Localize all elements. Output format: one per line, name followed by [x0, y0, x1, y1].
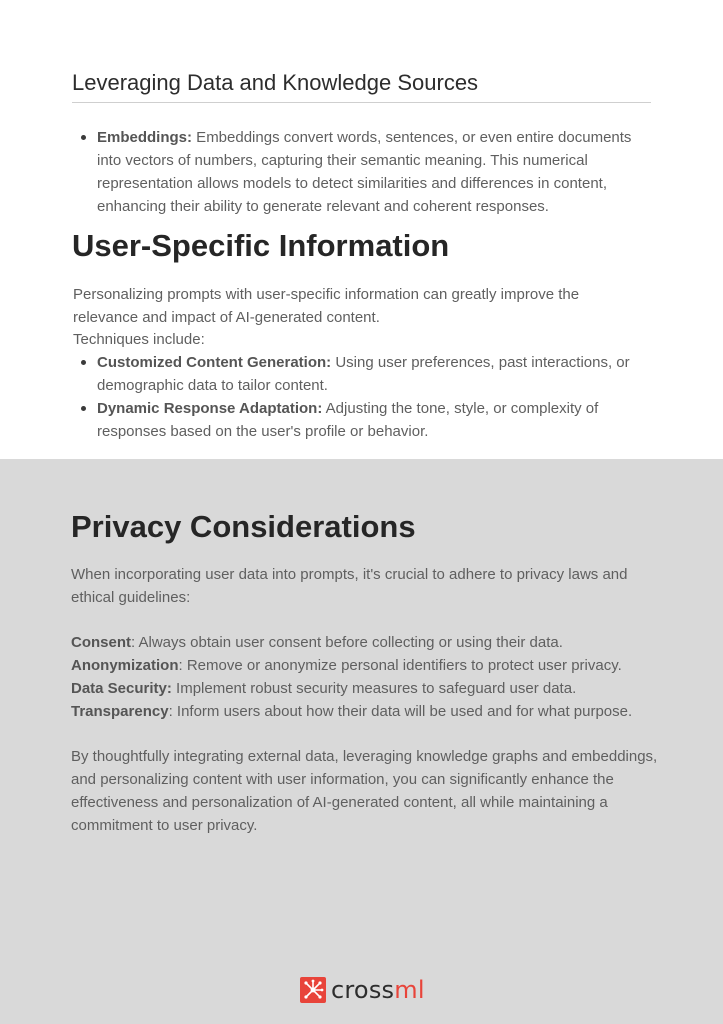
definition-data-security	[71, 677, 671, 700]
list-item-term: Customized Content Generation:	[97, 354, 332, 371]
subsection-title: Leveraging Data and Knowledge Sources	[72, 70, 651, 103]
crossml-logo-text	[331, 976, 425, 1004]
techniques-list	[71, 351, 651, 443]
crossml-logo	[300, 975, 425, 1005]
privacy-intro: When incorporating user data into prompts, it's crucial to adhere to privacy laws and ethical guidelines:	[71, 566, 628, 606]
embeddings-list	[71, 126, 651, 218]
list-item-text: Using user preferences, past interactions, or demographic data to tailor content.	[97, 354, 630, 394]
list-item-customized-content	[71, 351, 651, 397]
closing-paragraph: By thoughtfully integrating external data, leveraging knowledge graphs and embeddings, and personalizing content with user information, you can significantly enhance the effectiveness and personalization of AI-generated content, all while maintaining a commitment to user privacy.	[71, 748, 658, 834]
definition-text: : Remove or anonymize personal identifiers to protect user privacy.	[178, 657, 622, 674]
definition-text: : Inform users about how their data will be used and for what purpose.	[168, 703, 633, 720]
definition-term: Data Security:	[71, 680, 172, 697]
list-item-text: Embeddings convert words, sentences, or even entire documents into vectors of numbers, capturing their semantic meaning. This numerical representation allows models to detect similarities and differences in content, enhancing their ability to generate relevant and coherent responses.	[97, 129, 632, 215]
logo-text-main: cross	[331, 976, 395, 1004]
techniques-label: Techniques include:	[73, 331, 205, 348]
list-item-dynamic-response	[71, 397, 651, 443]
user-specific-heading: User-Specific Information	[72, 228, 450, 263]
top-page-section	[0, 0, 723, 459]
definition-text: Implement robust security measures to safeguard user data.	[171, 680, 577, 697]
list-item-term: Embeddings:	[97, 129, 193, 146]
definition-term: Transparency	[71, 703, 169, 720]
logo-text-accent: ml	[394, 976, 425, 1004]
list-item-embeddings	[71, 126, 651, 218]
definition-term: Consent	[71, 634, 131, 651]
definition-anonymization	[71, 654, 671, 677]
definition-consent	[71, 631, 671, 654]
list-item-text: Adjusting the tone, style, or complexity of responses based on the user's profile or behavior.	[97, 400, 599, 440]
privacy-definitions	[71, 631, 671, 723]
definition-term: Anonymization	[71, 657, 179, 674]
list-item-term: Dynamic Response Adaptation:	[97, 400, 323, 417]
crossml-logo-icon	[300, 977, 326, 1003]
definition-transparency	[71, 700, 671, 723]
definition-text: : Always obtain user consent before collecting or using their data.	[131, 634, 563, 651]
privacy-heading: Privacy Considerations	[71, 509, 416, 544]
user-specific-intro: Personalizing prompts with user-specific information can greatly improve the relevance and impact of AI-generated content.	[73, 286, 580, 326]
